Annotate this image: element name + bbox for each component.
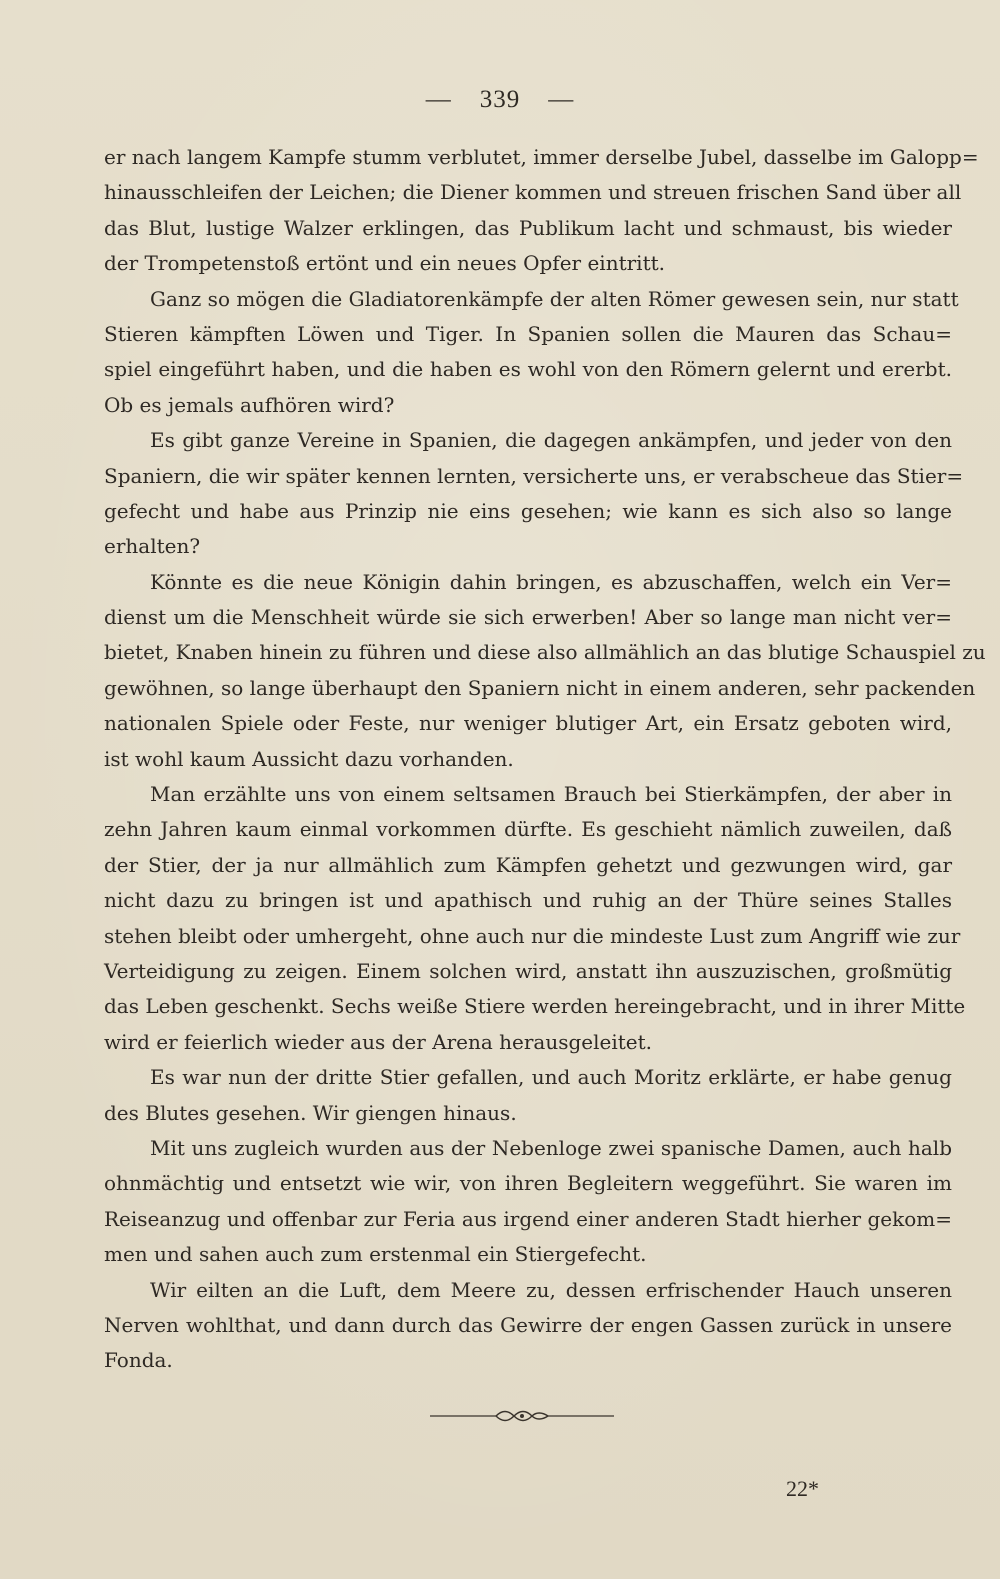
text-line: Spaniern, die wir später kennen lernten, versicherte uns, er verabscheue das Stier=: [104, 463, 964, 488]
text-line: er nach langem Kampfe stumm verblutet, immer derselbe Jubel, dasselbe im Galopp=: [104, 145, 979, 169]
paragraph: [104, 1273, 952, 1379]
text-line: Könnte es die neue Königin dahin bringen, es abzuschaffen, welch ein Ver=: [150, 569, 952, 594]
text-line: das Blut, lustige Walzer erklingen, das Publikum lacht und schmaust, bis wieder: [104, 215, 952, 240]
text-line: Wir eilten an die Luft, dem Meere zu, dessen erfrischender Hauch unseren: [150, 1277, 952, 1302]
text-line: der Trompetenstoß ertönt und ein neues Opfer eintritt.: [104, 251, 666, 276]
text-line: men und sahen auch zum erstenmal ein Stiergefecht.: [104, 1242, 647, 1267]
text-line: der Stier, der ja nur allmählich zum Kämpfen gehetzt und gezwungen wird, gar: [104, 852, 952, 877]
text-line: stehen bleibt oder umhergeht, ohne auch nur die mindeste Lust zum Angriff wie zur: [104, 923, 961, 948]
paragraph: [104, 423, 964, 565]
text-line: Stieren kämpften Löwen und Tiger. In Spanien sollen die Mauren das Schau=: [104, 321, 952, 346]
paragraph: [104, 565, 986, 777]
text-line: bietet, Knaben hinein zu führen und diese also allmählich an das blutige Schauspiel zu: [104, 640, 986, 665]
text-line: erhalten?: [104, 534, 201, 559]
text-line: des Blutes gesehen. Wir giengen hinaus.: [104, 1100, 517, 1125]
text-line: nationalen Spiele oder Feste, nur weniger blutiger Art, ein Ersatz geboten wird,: [104, 711, 952, 736]
page-number: 339: [479, 86, 521, 113]
text-line: spiel eingeführt haben, und die haben es wohl von den Römern gelernt und ererbt.: [104, 357, 952, 382]
text-line: gewöhnen, so lange überhaupt den Spaniern nicht in einem anderen, sehr packenden: [104, 675, 976, 700]
paragraph: [104, 777, 966, 1060]
text-line: gefecht und habe aus Prinzip nie eins gesehen; wie kann es sich also so lange: [104, 498, 952, 523]
text-line: Nerven wohlthat, und dann durch das Gewirre der engen Gassen zurück in unsere: [104, 1312, 952, 1337]
text-line: Reiseanzug und offenbar zur Feria aus irgend einer anderen Stadt hierher gekom=: [104, 1206, 952, 1231]
header-dash-left: —: [425, 86, 452, 113]
text-line: das Leben geschenkt. Sechs weiße Stiere werden hereingebracht, und in ihrer Mitte: [104, 994, 966, 1019]
text-line: Mit uns zugleich wurden aus der Nebenloge zwei spanische Damen, auch halb: [150, 1135, 952, 1160]
page-header: [0, 86, 1000, 114]
text-line: zehn Jahren kaum einmal vorkommen dürfte. Es geschieht nämlich zuweilen, daß: [104, 817, 952, 842]
text-line: Es war nun der dritte Stier gefallen, und auch Moritz erklärte, er habe genug: [150, 1065, 952, 1090]
text-line: wird er feierlich wieder aus der Arena herausgeleitet.: [104, 1029, 653, 1054]
paragraph: [104, 282, 959, 424]
text-line: Man erzählte uns von einem seltsamen Brauch bei Stierkämpfen, der aber in: [150, 782, 952, 807]
text-line: ist wohl kaum Aussicht dazu vorhanden.: [104, 746, 514, 771]
signature-mark: 22*: [786, 1476, 819, 1501]
text-line: Ganz so mögen die Gladiatorenkämpfe der alten Römer gewesen sein, nur statt: [150, 286, 959, 311]
text-line: ohnmächtig und entsetzt wie wir, von ihren Begleitern weggeführt. Sie waren im: [104, 1171, 952, 1196]
paragraph: [104, 140, 979, 282]
text-line: Es gibt ganze Vereine in Spanien, die dagegen ankämpfen, und jeder von den: [150, 428, 952, 453]
text-line: Fonda.: [104, 1348, 173, 1373]
text-line: Verteidigung zu zeigen. Einem solchen wird, anstatt ihn auszuzischen, großmütig: [104, 958, 952, 983]
body-text: [104, 140, 986, 1379]
text-line: hinausschleifen der Leichen; die Diener kommen und streuen frischen Sand über all: [104, 180, 962, 205]
header-dash-right: —: [548, 86, 575, 113]
text-line: Ob es jemals aufhören wird?: [104, 392, 395, 417]
text-line: dienst um die Menschheit würde sie sich erwerben! Aber so lange man nicht ver=: [104, 605, 952, 630]
paragraph: [104, 1131, 952, 1273]
ornamental-divider: [430, 1408, 614, 1424]
paragraph: [104, 1060, 952, 1131]
text-line: nicht dazu zu bringen ist und apathisch und ruhig an der Thüre seines Stalles: [104, 888, 952, 913]
